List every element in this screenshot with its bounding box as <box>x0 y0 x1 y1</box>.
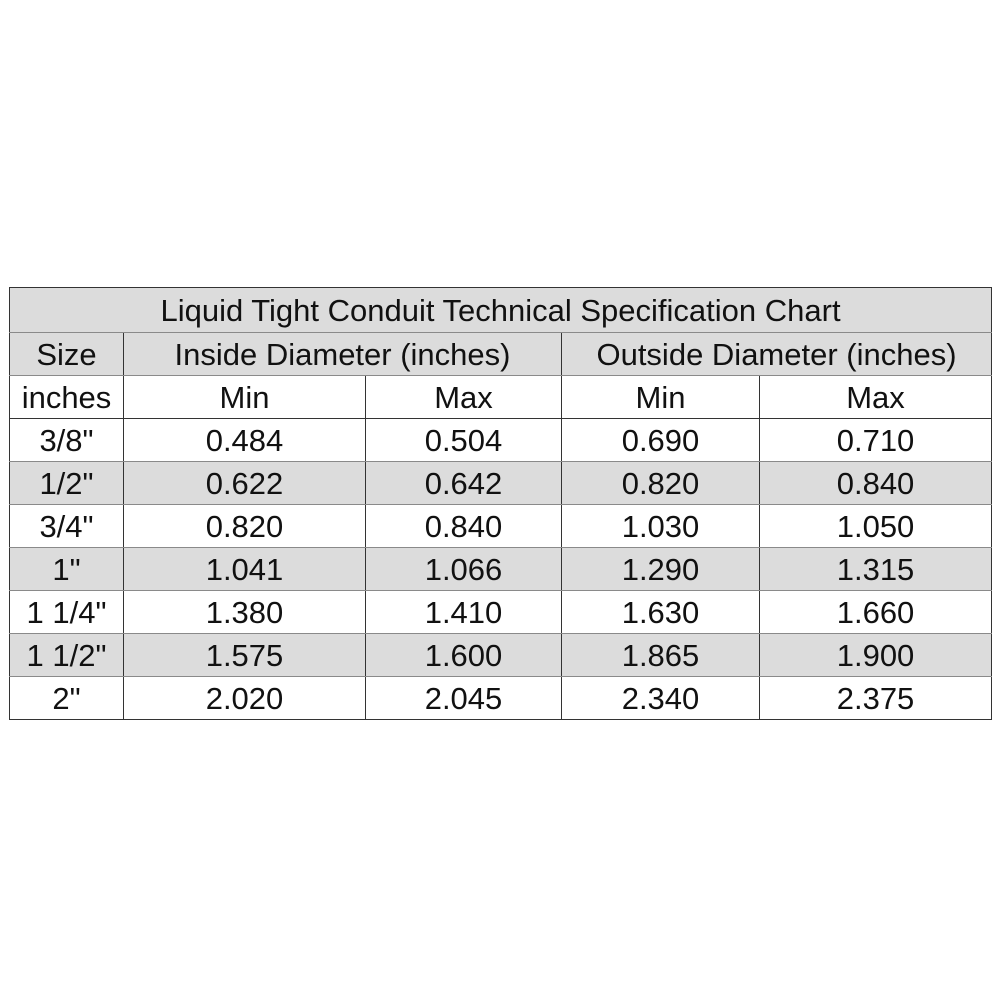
outside-min-cell: 2.340 <box>562 677 760 720</box>
outside-max-cell: 2.375 <box>760 677 992 720</box>
table-title: Liquid Tight Conduit Technical Specification Chart <box>10 288 992 333</box>
outside-min-cell: 1.865 <box>562 634 760 677</box>
size-cell: 3/8" <box>10 419 124 462</box>
inside-max-cell: 1.066 <box>366 548 562 591</box>
subheader-row <box>10 376 992 419</box>
header-group-row <box>10 333 992 376</box>
inside-max-cell: 1.410 <box>366 591 562 634</box>
size-header: Size <box>10 333 124 376</box>
size-cell: 2" <box>10 677 124 720</box>
outside-min-cell: 0.690 <box>562 419 760 462</box>
size-cell: 1/2" <box>10 462 124 505</box>
inside-max-cell: 0.504 <box>366 419 562 462</box>
spec-table-body <box>10 288 992 720</box>
inside-min-cell: 0.484 <box>124 419 366 462</box>
inside-min-cell: 1.575 <box>124 634 366 677</box>
inside-max-header: Max <box>366 376 562 419</box>
title-row <box>10 288 992 333</box>
size-cell: 1 1/4" <box>10 591 124 634</box>
outside-max-cell: 1.050 <box>760 505 992 548</box>
outside-max-cell: 1.900 <box>760 634 992 677</box>
inside-max-cell: 0.642 <box>366 462 562 505</box>
outside-max-header: Max <box>760 376 992 419</box>
table-row <box>10 591 992 634</box>
outside-min-cell: 1.030 <box>562 505 760 548</box>
table-row <box>10 462 992 505</box>
table-row <box>10 677 992 720</box>
outside-max-cell: 0.710 <box>760 419 992 462</box>
size-cell: 1 1/2" <box>10 634 124 677</box>
table-row <box>10 419 992 462</box>
inside-min-cell: 0.820 <box>124 505 366 548</box>
inside-max-cell: 0.840 <box>366 505 562 548</box>
outside-diameter-header: Outside Diameter (inches) <box>562 333 992 376</box>
outside-max-cell: 1.660 <box>760 591 992 634</box>
outside-max-cell: 1.315 <box>760 548 992 591</box>
size-cell: 1" <box>10 548 124 591</box>
table-row <box>10 505 992 548</box>
inside-max-cell: 1.600 <box>366 634 562 677</box>
inside-min-cell: 0.622 <box>124 462 366 505</box>
table-row <box>10 548 992 591</box>
inside-min-cell: 1.380 <box>124 591 366 634</box>
outside-min-cell: 1.630 <box>562 591 760 634</box>
inside-min-cell: 1.041 <box>124 548 366 591</box>
outside-min-cell: 0.820 <box>562 462 760 505</box>
inside-min-header: Min <box>124 376 366 419</box>
spec-table <box>9 287 992 720</box>
inside-max-cell: 2.045 <box>366 677 562 720</box>
inside-min-cell: 2.020 <box>124 677 366 720</box>
outside-max-cell: 0.840 <box>760 462 992 505</box>
outside-min-header: Min <box>562 376 760 419</box>
size-cell: 3/4" <box>10 505 124 548</box>
inside-diameter-header: Inside Diameter (inches) <box>124 333 562 376</box>
outside-min-cell: 1.290 <box>562 548 760 591</box>
size-unit-header: inches <box>10 376 124 419</box>
table-row <box>10 634 992 677</box>
